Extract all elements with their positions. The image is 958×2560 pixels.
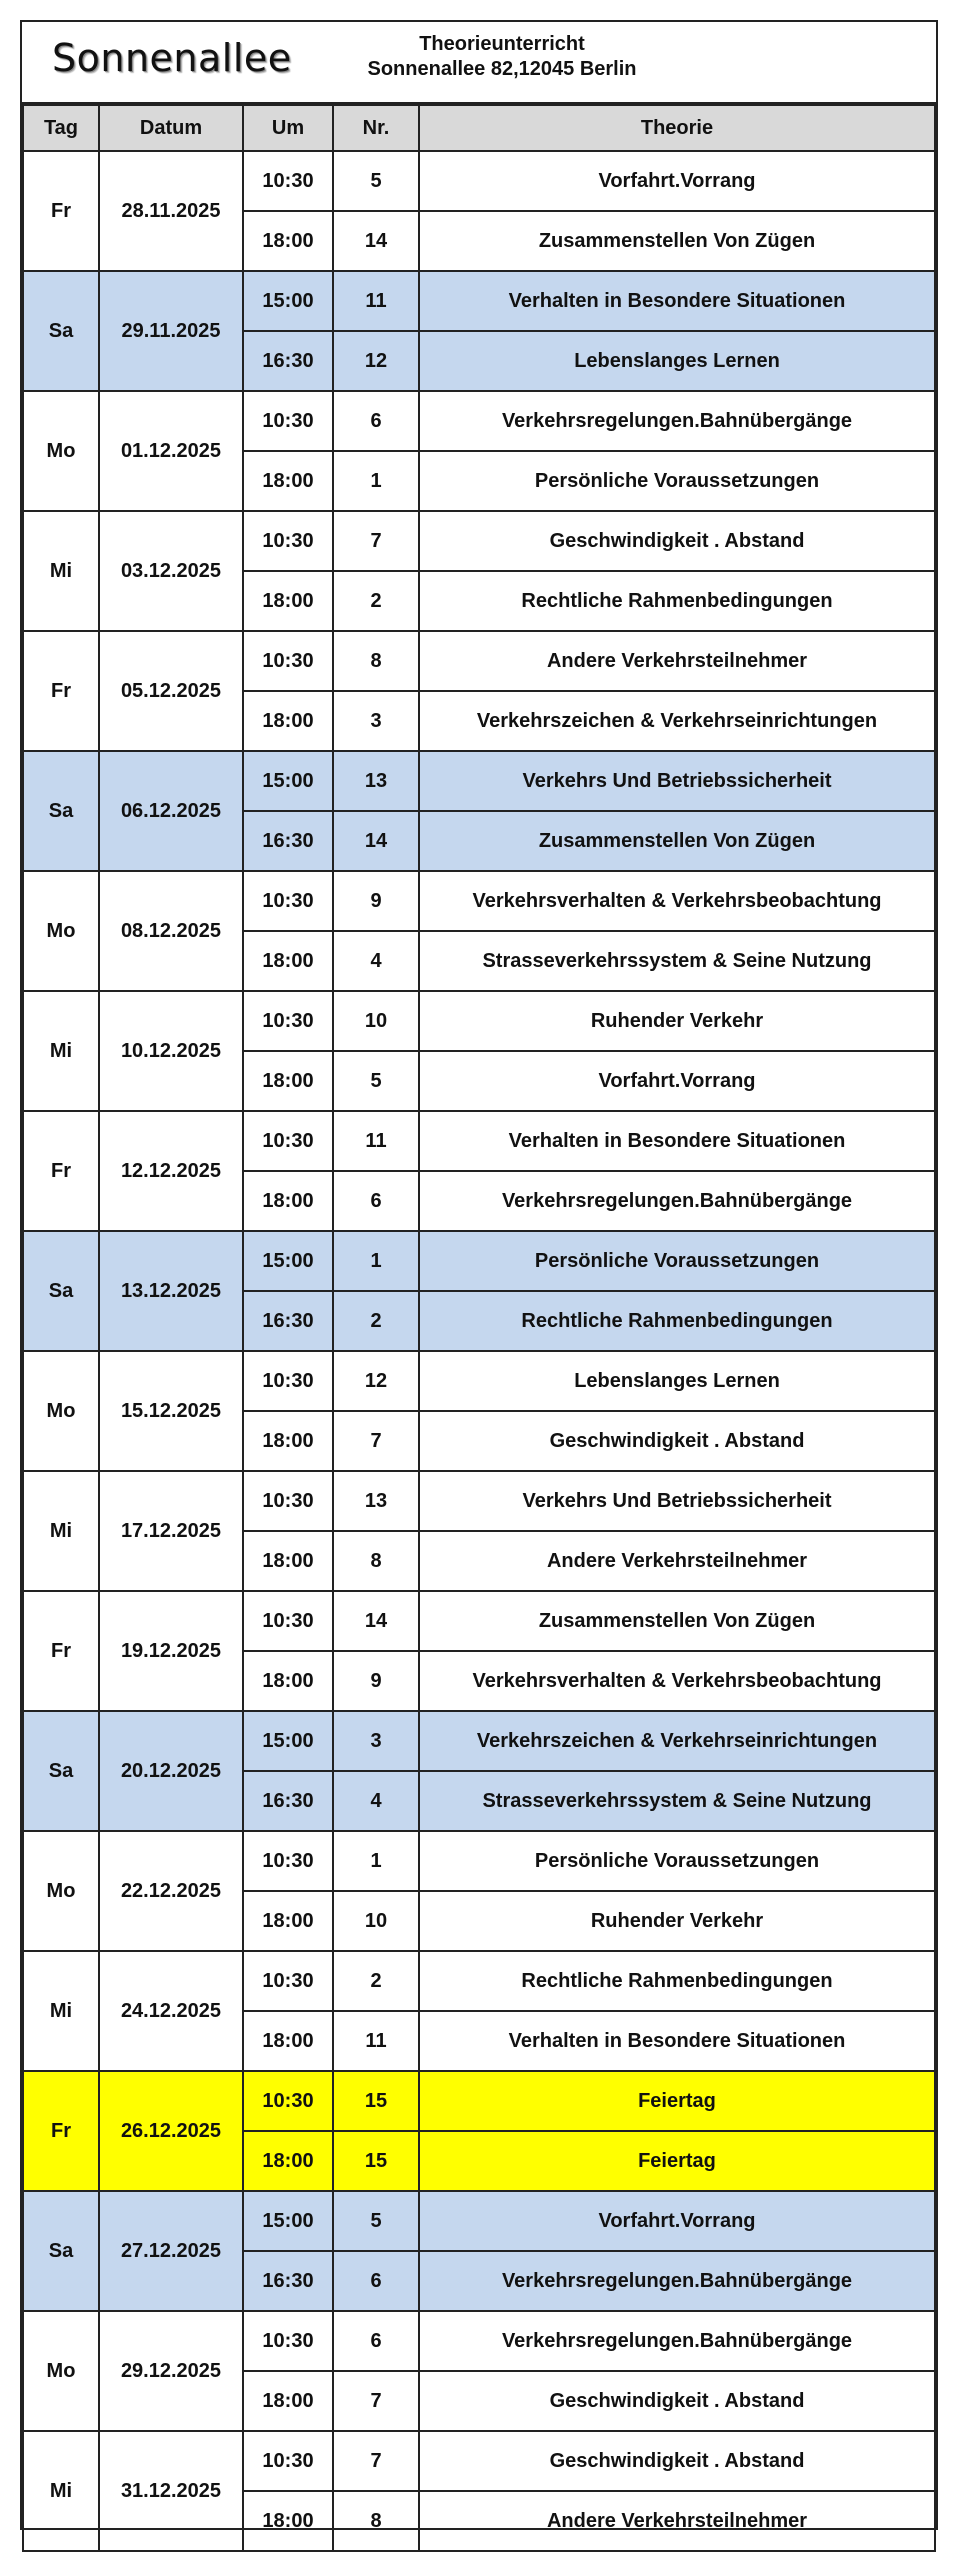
topic-cell: Vorfahrt.Vorrang — [419, 1051, 935, 1111]
date-cell: 10.12.2025 — [99, 991, 243, 1111]
topic-cell: Verkehrs Und Betriebssicherheit — [419, 1471, 935, 1531]
table-row — [23, 1231, 935, 1291]
header-info — [322, 32, 682, 82]
lesson-number-cell: 4 — [333, 1771, 419, 1831]
time-cell: 18:00 — [243, 571, 333, 631]
time-cell: 10:30 — [243, 871, 333, 931]
lesson-number-cell: 3 — [333, 1711, 419, 1771]
date-cell: 13.12.2025 — [99, 1231, 243, 1351]
time-cell: 10:30 — [243, 1591, 333, 1651]
day-cell: Fr — [23, 151, 99, 271]
lesson-number-cell: 14 — [333, 811, 419, 871]
day-cell: Mo — [23, 1351, 99, 1471]
day-cell: Mi — [23, 2431, 99, 2551]
topic-cell: Verkehrsregelungen.Bahnübergänge — [419, 2311, 935, 2371]
table-row — [23, 151, 935, 211]
time-cell: 10:30 — [243, 991, 333, 1051]
lesson-number-cell: 8 — [333, 2491, 419, 2551]
lesson-number-cell: 7 — [333, 2371, 419, 2431]
lesson-number-cell: 5 — [333, 1051, 419, 1111]
time-cell: 10:30 — [243, 2311, 333, 2371]
time-cell: 10:30 — [243, 1951, 333, 2011]
header-title: Theorieunterricht — [419, 33, 585, 55]
topic-cell: Verkehrsregelungen.Bahnübergänge — [419, 2251, 935, 2311]
lesson-number-cell: 7 — [333, 2431, 419, 2491]
date-cell: 24.12.2025 — [99, 1951, 243, 2071]
time-cell: 18:00 — [243, 931, 333, 991]
topic-cell: Verkehrsregelungen.Bahnübergänge — [419, 391, 935, 451]
table-row — [23, 1111, 935, 1171]
time-cell: 16:30 — [243, 811, 333, 871]
date-cell: 29.11.2025 — [99, 271, 243, 391]
date-cell: 05.12.2025 — [99, 631, 243, 751]
date-cell: 12.12.2025 — [99, 1111, 243, 1231]
day-cell: Sa — [23, 1711, 99, 1831]
table-row — [23, 2191, 935, 2251]
time-cell: 15:00 — [243, 751, 333, 811]
table-row — [23, 2071, 935, 2131]
schedule-sheet — [20, 20, 938, 2530]
topic-cell: Andere Verkehrsteilnehmer — [419, 631, 935, 691]
date-cell: 17.12.2025 — [99, 1471, 243, 1591]
lesson-number-cell: 5 — [333, 2191, 419, 2251]
lesson-number-cell: 2 — [333, 571, 419, 631]
time-cell: 18:00 — [243, 211, 333, 271]
topic-cell: Andere Verkehrsteilnehmer — [419, 1531, 935, 1591]
time-cell: 18:00 — [243, 1891, 333, 1951]
lesson-number-cell: 13 — [333, 1471, 419, 1531]
date-cell: 03.12.2025 — [99, 511, 243, 631]
lesson-number-cell: 14 — [333, 1591, 419, 1651]
topic-cell: Rechtliche Rahmenbedingungen — [419, 1291, 935, 1351]
day-cell: Mo — [23, 2311, 99, 2431]
topic-cell: Ruhender Verkehr — [419, 1891, 935, 1951]
lesson-number-cell: 13 — [333, 751, 419, 811]
table-row — [23, 1591, 935, 1651]
schedule-body — [23, 151, 935, 2551]
date-cell: 15.12.2025 — [99, 1351, 243, 1471]
topic-cell: Verkehrsverhalten & Verkehrsbeobachtung — [419, 871, 935, 931]
time-cell: 18:00 — [243, 1531, 333, 1591]
time-cell: 16:30 — [243, 331, 333, 391]
time-cell: 16:30 — [243, 2251, 333, 2311]
table-row — [23, 1831, 935, 1891]
time-cell: 18:00 — [243, 1651, 333, 1711]
time-cell: 10:30 — [243, 1831, 333, 1891]
column-header-theorie: Theorie — [419, 105, 935, 151]
time-cell: 10:30 — [243, 391, 333, 451]
time-cell: 10:30 — [243, 2071, 333, 2131]
table-row — [23, 1711, 935, 1771]
topic-cell: Geschwindigkeit . Abstand — [419, 511, 935, 571]
lesson-number-cell: 3 — [333, 691, 419, 751]
table-row — [23, 271, 935, 331]
topic-cell: Ruhender Verkehr — [419, 991, 935, 1051]
day-cell: Fr — [23, 1111, 99, 1231]
topic-cell: Verkehrszeichen & Verkehrseinrichtungen — [419, 691, 935, 751]
table-row — [23, 2431, 935, 2491]
table-row — [23, 751, 935, 811]
day-cell: Mo — [23, 871, 99, 991]
date-cell: 01.12.2025 — [99, 391, 243, 511]
lesson-number-cell: 6 — [333, 2251, 419, 2311]
schedule-header — [22, 22, 936, 104]
lesson-number-cell: 11 — [333, 271, 419, 331]
day-cell: Mi — [23, 1471, 99, 1591]
topic-cell: Vorfahrt.Vorrang — [419, 151, 935, 211]
table-row — [23, 871, 935, 931]
topic-cell: Geschwindigkeit . Abstand — [419, 1411, 935, 1471]
topic-cell: Verkehrsverhalten & Verkehrsbeobachtung — [419, 1651, 935, 1711]
time-cell: 18:00 — [243, 2011, 333, 2071]
date-cell: 06.12.2025 — [99, 751, 243, 871]
table-row — [23, 991, 935, 1051]
date-cell: 28.11.2025 — [99, 151, 243, 271]
time-cell: 15:00 — [243, 1711, 333, 1771]
time-cell: 18:00 — [243, 691, 333, 751]
time-cell: 18:00 — [243, 1171, 333, 1231]
topic-cell: Zusammenstellen Von Zügen — [419, 211, 935, 271]
time-cell: 10:30 — [243, 1471, 333, 1531]
time-cell: 10:30 — [243, 1111, 333, 1171]
table-header-row — [23, 105, 935, 151]
lesson-number-cell: 1 — [333, 1231, 419, 1291]
brand-logo: Sonnenallee — [52, 36, 292, 80]
lesson-number-cell: 9 — [333, 1651, 419, 1711]
lesson-number-cell: 11 — [333, 2011, 419, 2071]
date-cell: 08.12.2025 — [99, 871, 243, 991]
topic-cell: Strasseverkehrssystem & Seine Nutzung — [419, 931, 935, 991]
lesson-number-cell: 8 — [333, 1531, 419, 1591]
lesson-number-cell: 6 — [333, 2311, 419, 2371]
column-header-nr: Nr. — [333, 105, 419, 151]
table-row — [23, 1951, 935, 2011]
time-cell: 15:00 — [243, 1231, 333, 1291]
lesson-number-cell: 10 — [333, 991, 419, 1051]
date-cell: 31.12.2025 — [99, 2431, 243, 2551]
topic-cell: Zusammenstellen Von Zügen — [419, 1591, 935, 1651]
date-cell: 20.12.2025 — [99, 1711, 243, 1831]
topic-cell: Rechtliche Rahmenbedingungen — [419, 1951, 935, 2011]
date-cell: 29.12.2025 — [99, 2311, 243, 2431]
lesson-number-cell: 4 — [333, 931, 419, 991]
day-cell: Fr — [23, 1591, 99, 1711]
topic-cell: Verkehrsregelungen.Bahnübergänge — [419, 1171, 935, 1231]
lesson-number-cell: 1 — [333, 451, 419, 511]
time-cell: 16:30 — [243, 1771, 333, 1831]
column-header-um: Um — [243, 105, 333, 151]
topic-cell: Geschwindigkeit . Abstand — [419, 2431, 935, 2491]
day-cell: Sa — [23, 1231, 99, 1351]
time-cell: 18:00 — [243, 2491, 333, 2551]
lesson-number-cell: 11 — [333, 1111, 419, 1171]
table-row — [23, 631, 935, 691]
date-cell: 27.12.2025 — [99, 2191, 243, 2311]
day-cell: Fr — [23, 631, 99, 751]
lesson-number-cell: 7 — [333, 511, 419, 571]
lesson-number-cell: 10 — [333, 1891, 419, 1951]
table-row — [23, 391, 935, 451]
table-row — [23, 1471, 935, 1531]
topic-cell: Geschwindigkeit . Abstand — [419, 2371, 935, 2431]
date-cell: 22.12.2025 — [99, 1831, 243, 1951]
topic-cell: Andere Verkehrsteilnehmer — [419, 2491, 935, 2551]
time-cell: 10:30 — [243, 2431, 333, 2491]
day-cell: Sa — [23, 271, 99, 391]
topic-cell: Verhalten in Besondere Situationen — [419, 2011, 935, 2071]
topic-cell: Vorfahrt.Vorrang — [419, 2191, 935, 2251]
lesson-number-cell: 6 — [333, 1171, 419, 1231]
topic-cell: Zusammenstellen Von Zügen — [419, 811, 935, 871]
table-row — [23, 1351, 935, 1411]
lesson-number-cell: 15 — [333, 2131, 419, 2191]
topic-cell: Persönliche Voraussetzungen — [419, 1231, 935, 1291]
table-row — [23, 511, 935, 571]
time-cell: 16:30 — [243, 1291, 333, 1351]
time-cell: 10:30 — [243, 511, 333, 571]
topic-cell: Rechtliche Rahmenbedingungen — [419, 571, 935, 631]
date-cell: 26.12.2025 — [99, 2071, 243, 2191]
table-row — [23, 2311, 935, 2371]
topic-cell: Strasseverkehrssystem & Seine Nutzung — [419, 1771, 935, 1831]
lesson-number-cell: 9 — [333, 871, 419, 931]
lesson-number-cell: 15 — [333, 2071, 419, 2131]
topic-cell: Verkehrs Und Betriebssicherheit — [419, 751, 935, 811]
topic-cell: Persönliche Voraussetzungen — [419, 1831, 935, 1891]
lesson-number-cell: 5 — [333, 151, 419, 211]
time-cell: 10:30 — [243, 151, 333, 211]
day-cell: Mi — [23, 991, 99, 1111]
schedule-table — [22, 104, 936, 2552]
column-header-datum: Datum — [99, 105, 243, 151]
day-cell: Mo — [23, 391, 99, 511]
lesson-number-cell: 2 — [333, 1291, 419, 1351]
topic-cell: Verhalten in Besondere Situationen — [419, 271, 935, 331]
lesson-number-cell: 1 — [333, 1831, 419, 1891]
topic-cell: Verhalten in Besondere Situationen — [419, 1111, 935, 1171]
time-cell: 18:00 — [243, 451, 333, 511]
day-cell: Mi — [23, 1951, 99, 2071]
lesson-number-cell: 2 — [333, 1951, 419, 2011]
time-cell: 18:00 — [243, 2131, 333, 2191]
day-cell: Sa — [23, 2191, 99, 2311]
lesson-number-cell: 6 — [333, 391, 419, 451]
topic-cell: Feiertag — [419, 2131, 935, 2191]
day-cell: Mi — [23, 511, 99, 631]
time-cell: 15:00 — [243, 2191, 333, 2251]
time-cell: 10:30 — [243, 1351, 333, 1411]
time-cell: 18:00 — [243, 1411, 333, 1471]
topic-cell: Verkehrszeichen & Verkehrseinrichtungen — [419, 1711, 935, 1771]
topic-cell: Persönliche Voraussetzungen — [419, 451, 935, 511]
topic-cell: Lebenslanges Lernen — [419, 1351, 935, 1411]
lesson-number-cell: 7 — [333, 1411, 419, 1471]
header-address: Sonnenallee 82,12045 Berlin — [367, 58, 637, 80]
day-cell: Mo — [23, 1831, 99, 1951]
day-cell: Sa — [23, 751, 99, 871]
lesson-number-cell: 12 — [333, 1351, 419, 1411]
time-cell: 18:00 — [243, 2371, 333, 2431]
time-cell: 18:00 — [243, 1051, 333, 1111]
lesson-number-cell: 12 — [333, 331, 419, 391]
time-cell: 15:00 — [243, 271, 333, 331]
lesson-number-cell: 14 — [333, 211, 419, 271]
time-cell: 10:30 — [243, 631, 333, 691]
topic-cell: Lebenslanges Lernen — [419, 331, 935, 391]
day-cell: Fr — [23, 2071, 99, 2191]
topic-cell: Feiertag — [419, 2071, 935, 2131]
date-cell: 19.12.2025 — [99, 1591, 243, 1711]
lesson-number-cell: 8 — [333, 631, 419, 691]
column-header-tag: Tag — [23, 105, 99, 151]
